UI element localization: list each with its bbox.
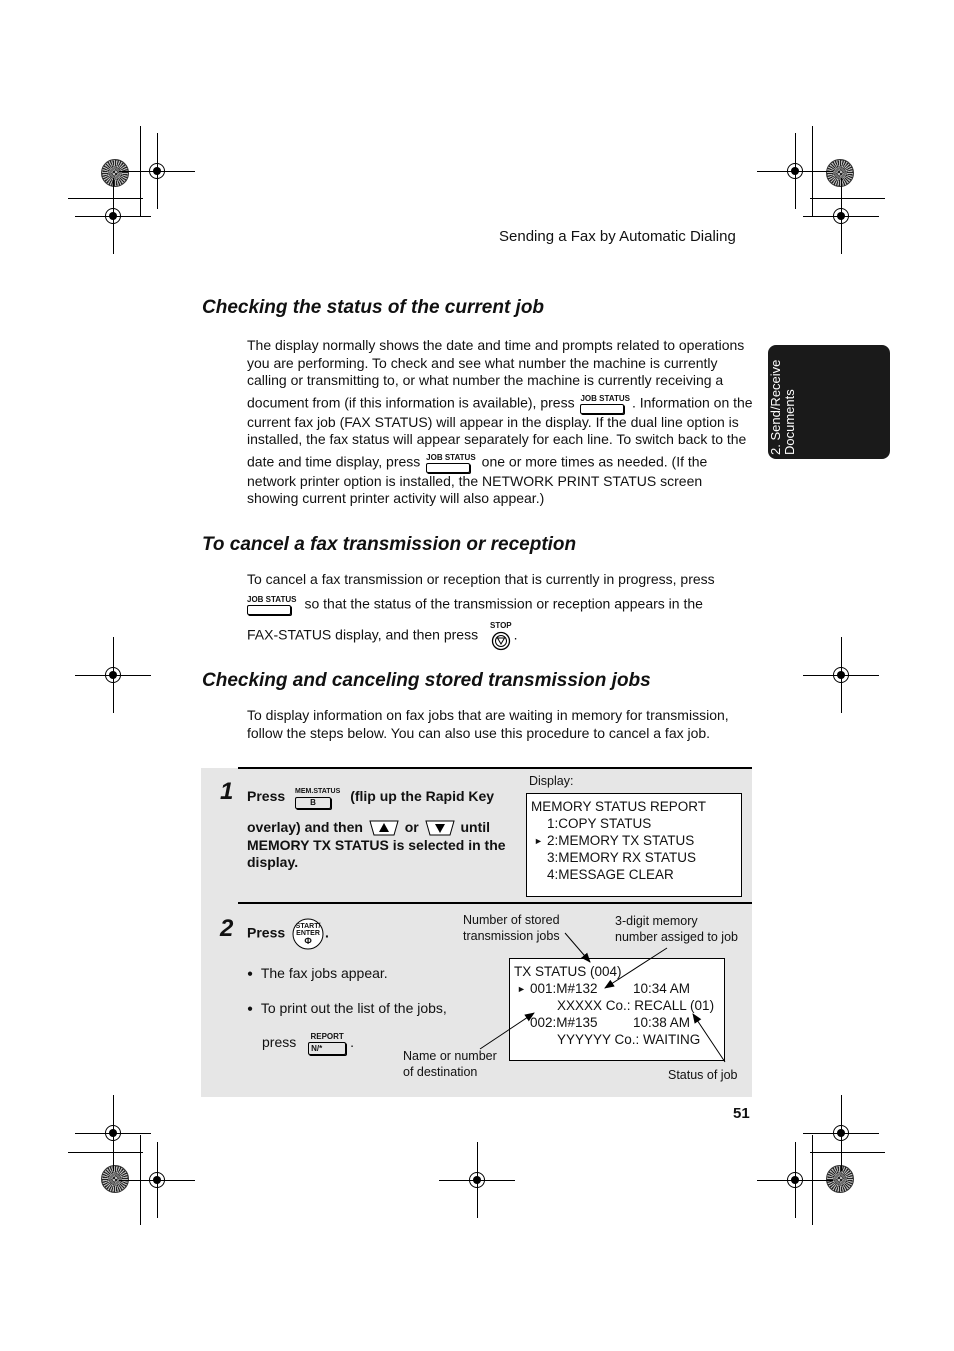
- selection-pointer-icon: ►: [534, 836, 543, 846]
- job-status-key-icon: JOB STATUS: [247, 595, 296, 615]
- step2-instructions: Press START/ ENTER Φ .: [247, 918, 329, 950]
- memory-status-display: MEMORY STATUS REPORT 1:COPY STATUS ► 2:MEMORY TX STATUS 3:MEMORY RX STATUS 4:MESSAGE CLEAR: [526, 793, 742, 897]
- annotation-stored-jobs: Number of stored transmission jobs: [463, 913, 560, 943]
- running-header: Sending a Fax by Automatic Dialing: [499, 228, 736, 245]
- annotation-memory-number: 3-digit memory number assiged to job: [615, 914, 738, 944]
- section-heading-stored-jobs: Checking and canceling stored transmission jobs: [202, 670, 651, 691]
- annotation-status: Status of job: [668, 1068, 738, 1082]
- mem-status-key-icon: MEM.STATUS B: [295, 788, 341, 807]
- selection-pointer-icon: ►: [517, 984, 526, 994]
- display-label: Display:: [529, 774, 574, 788]
- stop-key-icon: STOP: [490, 621, 512, 651]
- section-heading-current-job: Checking the status of the current job: [202, 297, 545, 318]
- step-number: 2: [220, 915, 234, 942]
- job-status-key-icon: JOB STATUS: [580, 394, 629, 414]
- start-enter-key-icon: START/ ENTER Φ: [291, 918, 325, 950]
- page-number: 51: [733, 1105, 750, 1122]
- section1-paragraph: The display normally shows the date and time and prompts related to operations you are performing. To check and see what number the machine is currently calling or transmitting to, or what number the machine is currently receiving a document from (if this information is available), press JOB STATUS . Information on the current fax job (FAX STATUS) will appear in the display. If the dual line option is installed, the fax status will appear separately for each line. To switch back to the date and time display, press JOB STATUS one or more times as needed. (If the network printer option is installed, the NETWORK PRINT STATUS screen showing current printer activity will also appear.): [247, 337, 753, 506]
- section-heading-cancel: To cancel a fax transmission or reception: [202, 534, 577, 555]
- section2-paragraph: To cancel a fax transmission or reception that is currently in progress, press JOB STATUS so that the status of the transmission or reception appears in the FAX-STATUS display, and then press STOP .: [247, 571, 747, 651]
- chapter-tab-label: 2. Send/Receive Documents: [768, 359, 797, 455]
- tx-status-display: TX STATUS (004) ► 001:M#132 10:34 AM XXXXX Co.: RECALL (01) 002:M#135 10:38 AM YYYYYY Co.: WAITING: [509, 958, 725, 1061]
- step1-instructions: Press MEM.STATUS B (flip up the Rapid Key overlay) and then or until MEMORY TX STATUS is selected in the display.: [247, 788, 506, 870]
- job-status-key-icon: JOB STATUS: [426, 453, 475, 473]
- annotation-destination: Name or number of destination: [403, 1049, 497, 1079]
- step2-bullets: ● The fax jobs appear. ● To print out the list of the jobs, press REPORT N/* .: [247, 965, 447, 1054]
- report-key-icon: REPORT N/*: [308, 1032, 346, 1055]
- section3-paragraph: To display information on fax jobs that are waiting in memory for transmission, follow the steps below. You can also use this procedure to cancel a fax job.: [247, 707, 729, 741]
- step-number: 1: [220, 778, 234, 805]
